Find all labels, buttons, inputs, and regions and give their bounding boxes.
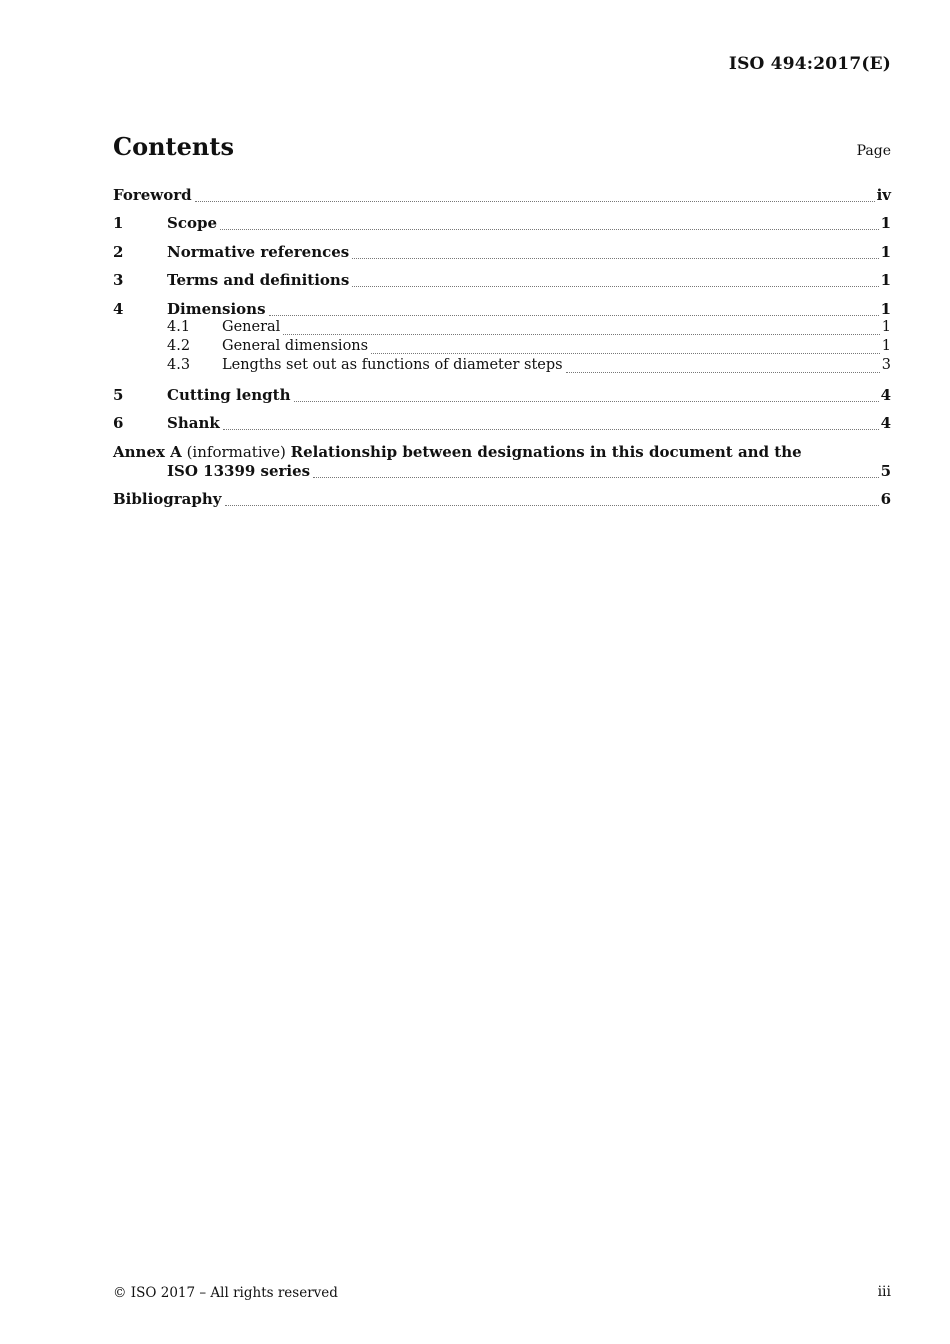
toc-title: Bibliography — [113, 490, 222, 508]
annex-first-line — [113, 443, 891, 461]
annex-label: Annex A — [113, 443, 182, 461]
toc-page: 6 — [880, 490, 891, 508]
toc-page: 4 — [880, 386, 891, 404]
dot-leader — [566, 371, 880, 373]
annex-second-line — [113, 462, 891, 482]
annex-type: (informative) — [186, 443, 286, 461]
dot-leader — [352, 257, 878, 259]
toc-entry-bibliography[interactable] — [113, 490, 891, 510]
toc-page: 1 — [880, 300, 891, 318]
toc-page: 1 — [881, 319, 891, 335]
toc-number: 4.2 — [167, 338, 191, 354]
toc-entry-shank[interactable] — [113, 414, 891, 434]
toc-entry-lengths-diameter-steps[interactable] — [113, 357, 891, 377]
toc-entry-normative-references[interactable] — [113, 243, 891, 263]
toc-title: General dimensions — [222, 338, 369, 354]
dot-leader — [283, 333, 879, 335]
toc-page: iv — [876, 186, 891, 204]
toc-number: 5 — [113, 386, 124, 404]
toc-entry-cutting-length[interactable] — [113, 386, 891, 406]
annex-title-line2: ISO 13399 series — [167, 462, 311, 480]
toc-title: Normative references — [167, 243, 350, 261]
toc-entry-dimensions[interactable] — [113, 300, 891, 320]
toc-title: Terms and definitions — [167, 271, 350, 289]
toc-number: 6 — [113, 414, 124, 432]
dot-leader — [371, 352, 880, 354]
page-column-label: Page — [856, 143, 891, 159]
toc-title: Dimensions — [167, 300, 266, 318]
contents-title: Contents — [113, 132, 234, 161]
footer-page-number: iii — [877, 1284, 891, 1300]
toc-number: 4 — [113, 300, 124, 318]
toc-number: 4.3 — [167, 357, 191, 373]
toc-title: Foreword — [113, 186, 192, 204]
dot-leader — [195, 200, 875, 202]
contents-header — [113, 132, 891, 166]
toc-entry-scope[interactable] — [113, 214, 891, 234]
toc-entry-foreword[interactable] — [113, 186, 891, 206]
footer-copyright: © ISO 2017 – All rights reserved — [113, 1285, 338, 1301]
toc-title: Lengths set out as functions of diameter steps — [222, 357, 563, 373]
annex-title-line1: Relationship between designations in this document and the — [290, 443, 802, 461]
dot-leader — [269, 314, 879, 316]
toc-page: 1 — [881, 338, 891, 354]
toc-page: 1 — [880, 214, 891, 232]
toc-title: Cutting length — [167, 386, 291, 404]
toc-number: 4.1 — [167, 319, 191, 335]
toc-title: Scope — [167, 214, 218, 232]
toc-page: 3 — [881, 357, 891, 373]
toc-number: 3 — [113, 271, 124, 289]
toc-entry-terms-and-definitions[interactable] — [113, 271, 891, 291]
toc-page: 5 — [880, 462, 891, 480]
dot-leader — [313, 476, 878, 478]
dot-leader — [220, 228, 879, 230]
toc-title: Shank — [167, 414, 220, 432]
dot-leader — [223, 428, 879, 430]
dot-leader — [225, 504, 879, 506]
toc-number: 2 — [113, 243, 124, 261]
toc-page: 4 — [880, 414, 891, 432]
toc-page: 1 — [880, 271, 891, 289]
toc-entry-general[interactable] — [113, 319, 891, 339]
dot-leader — [352, 285, 878, 287]
toc-entry-general-dimensions[interactable] — [113, 338, 891, 358]
toc-number: 1 — [113, 214, 124, 232]
toc-title: General — [222, 319, 281, 335]
toc-page: 1 — [880, 243, 891, 261]
dot-leader — [294, 400, 879, 402]
document-id: ISO 494:2017(E) — [728, 54, 891, 74]
